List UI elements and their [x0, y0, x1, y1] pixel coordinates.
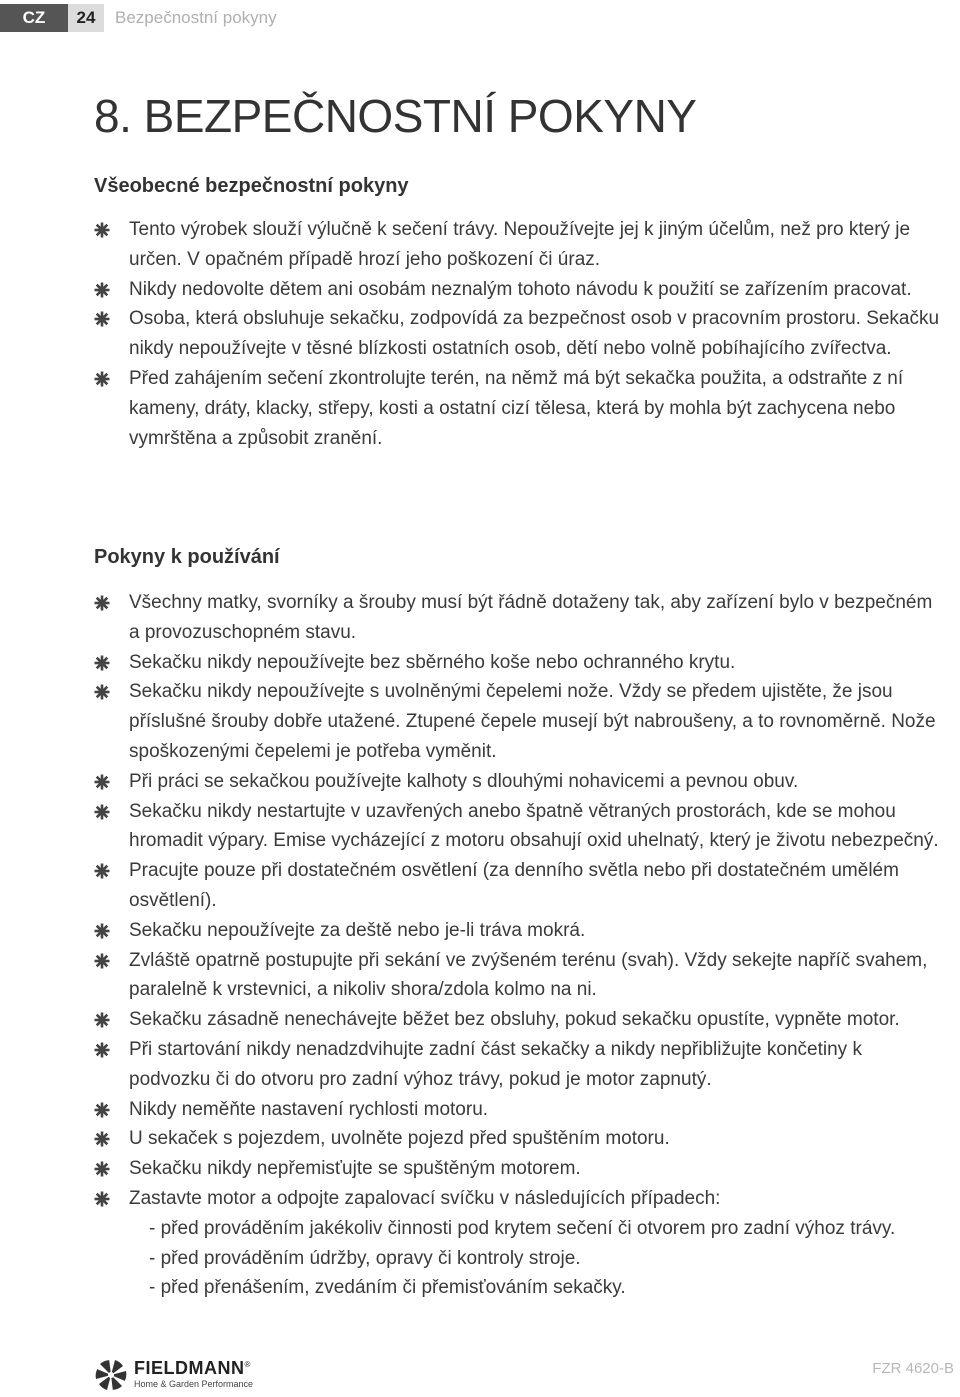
gear-bullet-icon [94, 222, 110, 238]
gear-bullet-icon [94, 953, 110, 969]
logo-tagline: Home & Garden Performance [134, 1379, 254, 1389]
list-item [94, 648, 944, 678]
sub-list-item: - před prováděním jakékoliv činnosti pod krytem sečení či otvorem pro zadní výhoz trávy. [149, 1217, 896, 1239]
list-item-text: Sekačku nikdy nepřemisťujte se spuštěným motorem. [129, 1158, 581, 1180]
list-item [94, 1124, 944, 1154]
list-item-text: Sekačku nepoužívejte za deště nebo je-li tráva mokrá. [129, 919, 586, 941]
list-item [94, 1154, 944, 1184]
list-item-text: Nikdy nedovolte dětem ani osobám neznalým tohoto návodu k použití se zařízením pracovat. [129, 278, 912, 300]
gear-bullet-icon [94, 1161, 110, 1177]
list-item-text: Před zahájením sečení zkontrolujte terén, na němž má být sekačka použita, a odstraňte z ní kameny, dráty, klacky, střepy, kosti a ostatní cizí tělesa, která by mohla být zachycena nebo vymrštěna a způsobit zranění. [129, 367, 904, 449]
list-item [94, 1005, 944, 1035]
gear-bullet-icon [94, 804, 110, 820]
list-item [94, 916, 944, 946]
list-item-text: Zvláště opatrně postupujte při sekání ve zvýšeném terénu (svah). Vždy sekejte napříč svahem, paralelně k vrstevnici, a nikoliv shora/zdola kolmo na ni. [129, 949, 928, 1001]
gear-bullet-icon [94, 684, 110, 700]
language-badge: CZ [0, 4, 68, 32]
gear-bullet-icon [94, 923, 110, 939]
list-item [94, 304, 944, 364]
list-item-text: Sekačku nikdy nepoužívejte bez sběrného koše nebo ochranného krytu. [129, 651, 736, 673]
list-item-text: Při startování nikdy nenadzdvihujte zadní část sekačky a nikdy nepřibližujte končetiny k podvozku či do otvoru pro zadní výhoz trávy, pokud je motor zapnutý. [129, 1038, 862, 1090]
sub-list [129, 1214, 944, 1303]
page-title: 8. BEZPEČNOSTNÍ POKYNY [94, 90, 697, 142]
list-item-text: Sekačku nikdy nestartujte v uzavřených anebo špatně větraných prostorách, kde se mohou hromadit výpary. Emise vycházející z motoru obsahují oxid uhelnatý, který je životu nebezpečný. [129, 800, 939, 852]
list-item-text: Pracujte pouze při dostatečném osvětlení (za denního světla nebo při dostatečném umělém osvětlení). [129, 860, 899, 911]
section-heading-usage: Pokyny k používání [94, 546, 280, 568]
gear-bullet-icon [94, 311, 110, 327]
list-item-text: Při práci se sekačkou používejte kalhoty s dlouhými nohavicemi a pevnou obuv. [129, 770, 799, 792]
page-header [0, 4, 960, 32]
list-item [94, 215, 944, 275]
list-item-text: Všechny matky, svorníky a šrouby musí být řádně dotaženy tak, aby zařízení bylo v bezpečném a provozuschopném stavu. [129, 592, 933, 643]
brand-logo [94, 1358, 254, 1392]
list-item-text: Nikdy neměňte nastavení rychlosti motoru. [129, 1098, 489, 1120]
logo-wordmark: FIELDMANN® [134, 1358, 251, 1378]
list-item-text: Zastavte motor a odpojte zapalovací svíčku v následujících případech: [129, 1187, 721, 1209]
usage-instructions-list [94, 588, 944, 1303]
gear-bullet-icon [94, 282, 110, 298]
section-heading-general: Všeobecné bezpečnostní pokyny [94, 175, 409, 197]
list-item [94, 946, 944, 1006]
gear-bullet-icon [94, 1012, 110, 1028]
sub-list-item: - před přenášením, zvedáním či přemisťováním sekačky. [149, 1277, 626, 1299]
gear-bullet-icon [94, 863, 110, 879]
list-item-text: U sekaček s pojezdem, uvolněte pojezd před spuštěním motoru. [129, 1128, 670, 1150]
gear-bullet-icon [94, 655, 110, 671]
list-item-text: Sekačku zásadně nenechávejte běžet bez obsluhy, pokud sekačku opustíte, vypněte motor. [129, 1009, 900, 1031]
list-item [94, 1035, 944, 1095]
gear-bullet-icon [94, 595, 110, 611]
gear-bullet-icon [94, 1102, 110, 1118]
list-item-text: Tento výrobek slouží výlučně k sečení trávy. Nepoužívejte jej k jiným účelům, než pro který je určen. V opačném případě hrozí jeho poškození či úraz. [129, 219, 911, 270]
gear-bullet-icon [94, 1131, 110, 1147]
gear-bullet-icon [94, 774, 110, 790]
general-safety-list [94, 215, 944, 453]
model-number: FZR 4620-B [872, 1360, 954, 1377]
list-item-text: Osoba, která obsluhuje sekačku, zodpovídá za bezpečnost osob v pracovním prostoru. Sekačku nikdy nepoužívejte v těsné blízkosti ostatních osob, dětí nebo volně pobíhajícího zvířectva. [129, 308, 940, 360]
list-item [94, 1095, 944, 1125]
fan-logo-icon [94, 1358, 128, 1392]
gear-bullet-icon [94, 1191, 110, 1207]
list-item [94, 364, 944, 453]
list-item [94, 677, 944, 766]
list-item-text: Sekačku nikdy nepoužívejte s uvolněnými čepelemi nože. Vždy se předem ujistěte, že jsou příslušné šrouby dobře utažené. Ztupené čepele musejí být nabroušeny, a to rovnoměrně. Nože spoškozenými čepelemi je potřeba vyměnit. [129, 681, 936, 762]
list-item [94, 767, 944, 797]
gear-bullet-icon [94, 1042, 110, 1058]
gear-bullet-icon [94, 371, 110, 387]
sub-list-item: - před prováděním údržby, opravy či kontroly stroje. [149, 1247, 581, 1269]
header-title: Bezpečnostní pokyny [115, 8, 277, 27]
list-item [94, 797, 944, 857]
list-item [94, 1184, 944, 1303]
page-number: 24 [68, 4, 104, 32]
list-item [94, 588, 944, 648]
list-item [94, 856, 944, 916]
list-item [94, 275, 944, 305]
